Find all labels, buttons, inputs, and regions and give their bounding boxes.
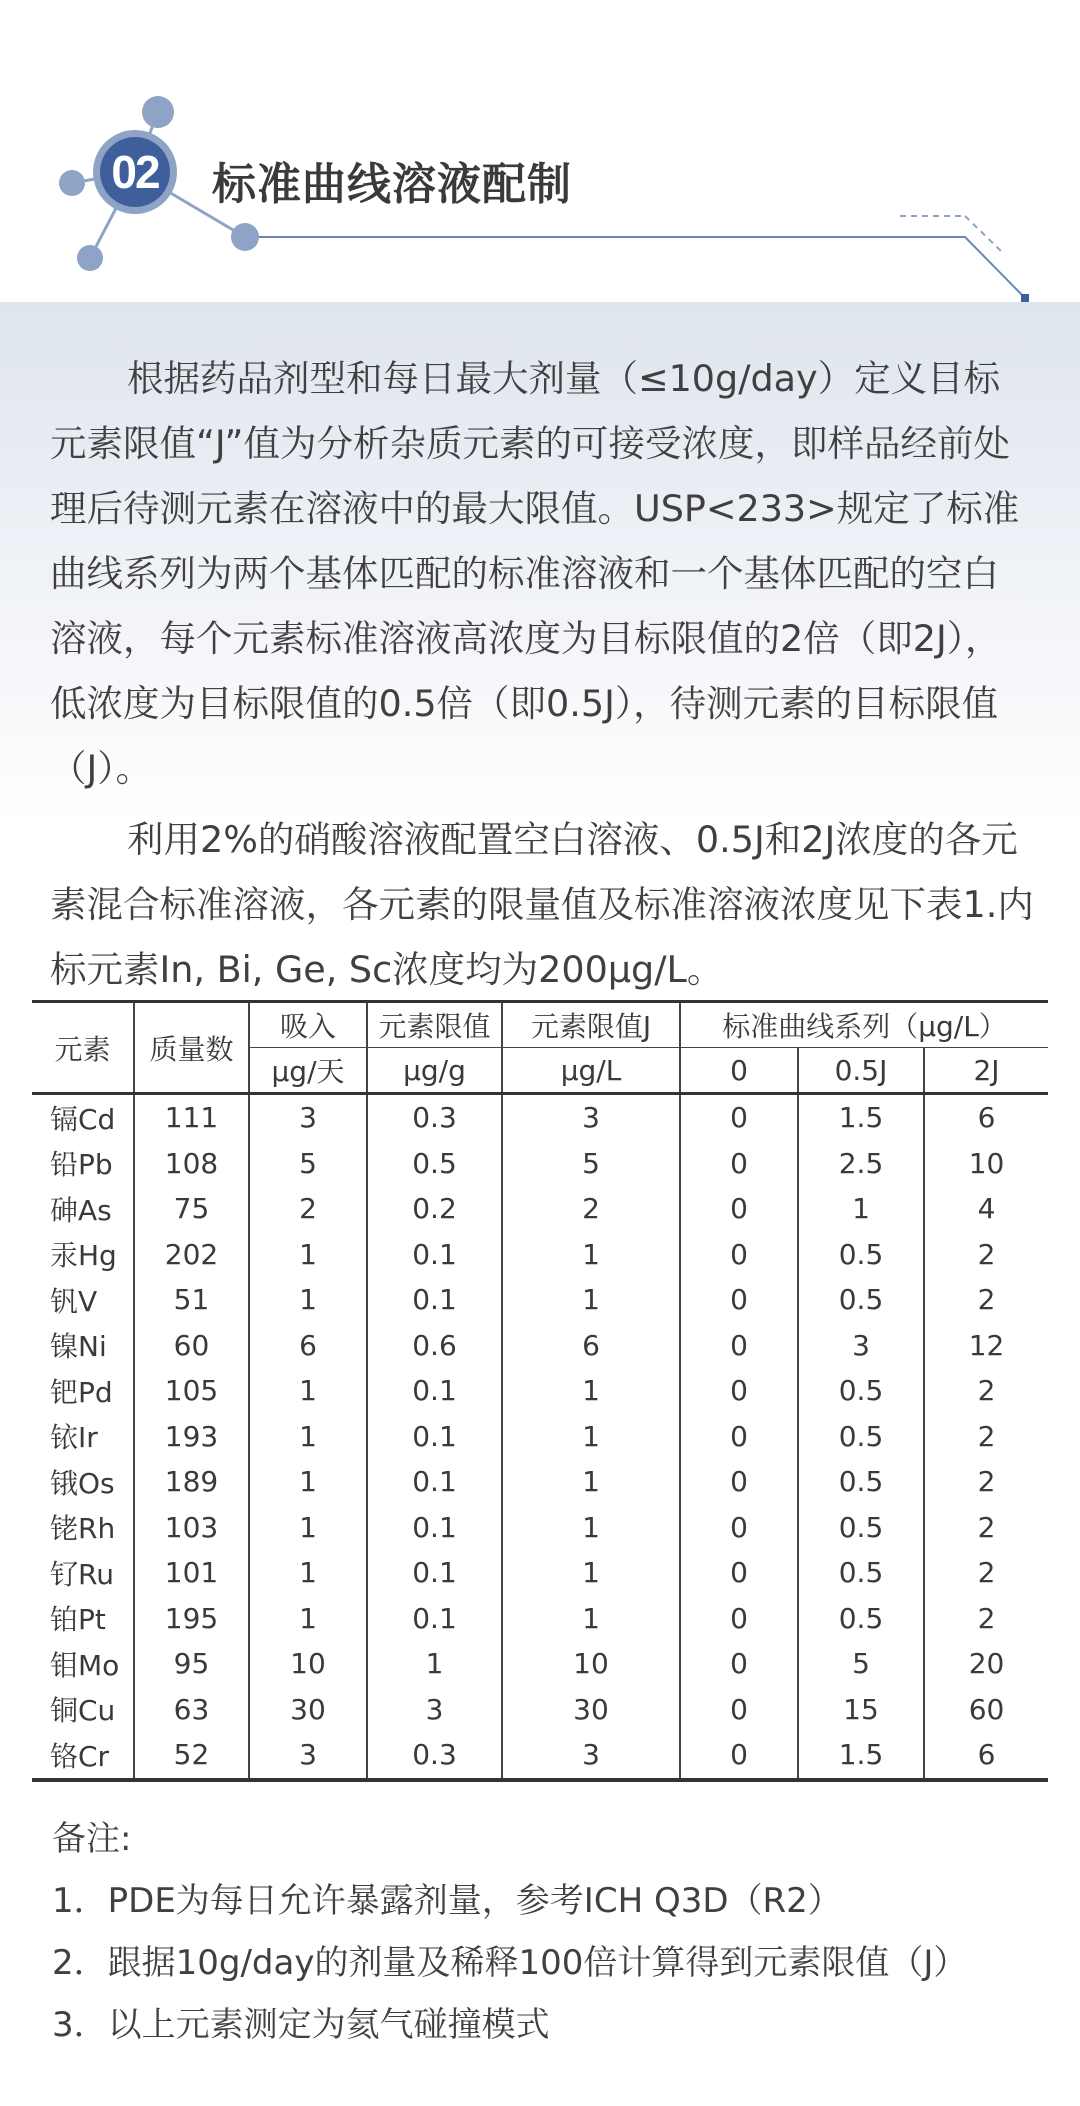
cell-element: 钌Ru	[32, 1550, 134, 1596]
cell-curve-0: 0	[680, 1368, 798, 1414]
table-row	[32, 1414, 1048, 1460]
cell-curve-0: 0	[680, 1596, 798, 1642]
cell-intake: 6	[249, 1323, 367, 1369]
cell-curve-0: 0	[680, 1141, 798, 1187]
cell-element: 铱Ir	[32, 1414, 134, 1460]
cell-intake: 1	[249, 1277, 367, 1323]
table-row	[32, 1732, 1048, 1780]
note-item: 3．以上元素测定为氦气碰撞模式	[52, 2005, 550, 2045]
cell-curve-2j: 60	[968, 1692, 1005, 1726]
cell-limit-j: 1	[502, 1232, 680, 1278]
cell-curve-2j: 2	[977, 1601, 996, 1635]
cell-limit: 0.3	[367, 1094, 502, 1141]
note-item: 1．PDE为每日允许暴露剂量，参考ICH Q3D（R2）	[52, 1881, 842, 1921]
table-row	[32, 1094, 1048, 1141]
cell-curve-05j: 0.5	[798, 1459, 924, 1505]
header-limit-j: 元素限值J	[502, 1002, 680, 1048]
cell-element: 砷As	[32, 1186, 134, 1232]
table-row	[32, 1596, 1048, 1642]
cell-element: 铬Cr	[32, 1732, 134, 1780]
cell-limit: 0.1	[367, 1550, 502, 1596]
header-intake-unit: μg/天	[249, 1048, 367, 1094]
cell-element: 铜Cu	[32, 1687, 134, 1733]
cell-element: 铂Pt	[32, 1596, 134, 1642]
header-intake: 吸入	[249, 1002, 367, 1048]
cell-curve-2j: 2	[977, 1510, 996, 1544]
cell-limit-j: 1	[502, 1414, 680, 1460]
cell-limit: 1	[367, 1641, 502, 1687]
cell-limit-j: 1	[502, 1596, 680, 1642]
cell-curve-2j: 12	[968, 1328, 1005, 1362]
paragraph-definition: 根据药品剂型和每日最大剂量（≤10g/day）定义目标元素限值“J”值为分析杂质元素的可接受浓度，即样品经前处理后待测元素在溶液中的最大限值。USP<233>规定了标准曲线系列为两个基体匹配的标准溶液和一个基体匹配的空白溶液，每个元素标准溶液高浓度为目标限值的2倍（即2J），低浓度为目标限值的0.5倍（即0.5J），待测元素的目标限值（J）。	[50, 356, 1020, 790]
cell-mass: 60	[134, 1323, 249, 1369]
cell-element: 钒V	[32, 1277, 134, 1323]
cell-curve-2j: 2	[977, 1374, 996, 1408]
cell-curve-2j: 2	[977, 1283, 996, 1317]
cell-mass: 193	[134, 1414, 249, 1460]
table-row	[32, 1277, 1048, 1323]
cell-curve-2j: 6	[924, 1732, 1048, 1780]
cell-limit-j: 2	[502, 1186, 680, 1232]
cell-curve-05j: 2.5	[798, 1141, 924, 1187]
cell-curve-2j: 20	[968, 1647, 1005, 1681]
cell-curve-0: 0	[680, 1323, 798, 1369]
cell-intake: 10	[249, 1641, 367, 1687]
notes-section	[52, 1808, 967, 2056]
cell-curve-05j: 15	[798, 1687, 924, 1733]
cell-intake: 3	[249, 1732, 367, 1780]
cell-curve-0: 0	[680, 1094, 798, 1141]
table-row	[32, 1550, 1048, 1596]
cell-limit-j: 3	[502, 1094, 680, 1141]
cell-intake: 1	[249, 1596, 367, 1642]
standard-solution-table	[32, 1000, 1048, 1782]
cell-curve-0: 0	[680, 1277, 798, 1323]
cell-curve-0: 0	[680, 1459, 798, 1505]
cell-limit: 0.1	[367, 1277, 502, 1323]
cell-element: 镉Cd	[32, 1094, 134, 1141]
header-element: 元素	[32, 1002, 134, 1094]
cell-curve-05j: 0.5	[798, 1277, 924, 1323]
table-row	[32, 1459, 1048, 1505]
cell-curve-0: 0	[680, 1505, 798, 1551]
cell-limit: 0.6	[367, 1323, 502, 1369]
table-row	[32, 1368, 1048, 1414]
cell-mass: 108	[134, 1141, 249, 1187]
cell-curve-05j: 5	[798, 1641, 924, 1687]
cell-mass: 111	[134, 1094, 249, 1141]
cell-limit: 0.1	[367, 1232, 502, 1278]
cell-limit: 0.2	[367, 1186, 502, 1232]
cell-element: 铑Rh	[32, 1505, 134, 1551]
cell-intake: 30	[249, 1687, 367, 1733]
cell-element: 钼Mo	[32, 1641, 134, 1687]
cell-curve-05j: 0.5	[798, 1596, 924, 1642]
cell-element: 镍Ni	[32, 1323, 134, 1369]
cell-limit: 0.1	[367, 1368, 502, 1414]
cell-intake: 1	[249, 1232, 367, 1278]
cell-curve-0: 0	[680, 1732, 798, 1780]
cell-curve-05j: 0.5	[798, 1232, 924, 1278]
cell-curve-0: 0	[680, 1414, 798, 1460]
header-curve-05j: 0.5J	[798, 1048, 924, 1094]
cell-curve-2j: 10	[968, 1146, 1005, 1180]
table-row	[32, 1141, 1048, 1187]
cell-mass: 75	[134, 1186, 249, 1232]
cell-curve-05j: 0.5	[798, 1414, 924, 1460]
header-limit-unit: μg/g	[367, 1048, 502, 1094]
cell-intake: 5	[249, 1141, 367, 1187]
header-limit: 元素限值	[367, 1002, 502, 1048]
cell-limit-j: 30	[502, 1687, 680, 1733]
cell-curve-05j: 1.5	[798, 1094, 924, 1141]
table-row	[32, 1505, 1048, 1551]
cell-mass: 189	[134, 1459, 249, 1505]
cell-element: 锇Os	[32, 1459, 134, 1505]
cell-curve-0: 0	[680, 1186, 798, 1232]
cell-curve-05j: 0.5	[798, 1368, 924, 1414]
cell-limit-j: 1	[502, 1459, 680, 1505]
cell-mass: 95	[134, 1641, 249, 1687]
cell-intake: 1	[249, 1459, 367, 1505]
cell-curve-05j: 0.5	[798, 1550, 924, 1596]
cell-curve-0: 0	[680, 1232, 798, 1278]
cell-element: 汞Hg	[32, 1232, 134, 1278]
cell-intake: 1	[249, 1550, 367, 1596]
cell-curve-05j: 1.5	[798, 1732, 924, 1780]
cell-curve-05j: 0.5	[798, 1505, 924, 1551]
table-row	[32, 1687, 1048, 1733]
cell-limit-j: 5	[502, 1141, 680, 1187]
header-limit-j-unit: μg/L	[502, 1048, 680, 1094]
cell-limit-j: 6	[502, 1323, 680, 1369]
cell-curve-2j: 2	[977, 1556, 996, 1590]
header-curve-0: 0	[680, 1048, 798, 1094]
cell-limit-j: 10	[502, 1641, 680, 1687]
cell-curve-2j: 2	[977, 1465, 996, 1499]
table-header-row	[32, 1002, 1048, 1048]
cell-element: 钯Pd	[32, 1368, 134, 1414]
cell-mass: 51	[134, 1277, 249, 1323]
cell-mass: 52	[134, 1732, 249, 1780]
cell-element: 铅Pb	[32, 1141, 134, 1187]
cell-limit: 3	[367, 1687, 502, 1733]
cell-intake: 1	[249, 1505, 367, 1551]
table-row	[32, 1323, 1048, 1369]
cell-limit: 0.3	[367, 1732, 502, 1780]
cell-limit: 0.1	[367, 1414, 502, 1460]
cell-limit: 0.1	[367, 1459, 502, 1505]
cell-mass: 63	[134, 1687, 249, 1733]
note-item: 2．跟据10g/day的剂量及稀释100倍计算得到元素限值（J）	[52, 1943, 968, 1983]
header-curve-2j: 2J	[924, 1048, 1048, 1094]
cell-mass: 101	[134, 1550, 249, 1596]
cell-curve-0: 0	[680, 1687, 798, 1733]
cell-curve-2j: 2	[977, 1237, 996, 1271]
table-row	[32, 1641, 1048, 1687]
cell-mass: 195	[134, 1596, 249, 1642]
cell-limit-j: 1	[502, 1550, 680, 1596]
cell-mass: 105	[134, 1368, 249, 1414]
cell-limit: 0.1	[367, 1596, 502, 1642]
paragraph-preparation: 利用2%的硝酸溶液配置空白溶液、0.5J和2J浓度的各元素混合标准溶液，各元素的限量值及标准溶液浓度见下表1.内标元素In, Bi, Ge, Sc浓度均为200μg/L。	[50, 817, 1034, 991]
cell-mass: 103	[134, 1505, 249, 1551]
cell-curve-05j: 1	[798, 1186, 924, 1232]
section-title: 标准曲线溶液配制	[212, 159, 572, 210]
cell-curve-2j: 2	[977, 1419, 996, 1453]
cell-limit-j: 1	[502, 1277, 680, 1323]
cell-curve-05j: 3	[798, 1323, 924, 1369]
cell-limit: 0.5	[367, 1141, 502, 1187]
header-curve-series: 标准曲线系列（μg/L）	[680, 1002, 1048, 1048]
cell-limit-j: 1	[502, 1368, 680, 1414]
cell-limit-j: 1	[502, 1505, 680, 1551]
cell-intake: 3	[249, 1094, 367, 1141]
cell-curve-0: 0	[680, 1641, 798, 1687]
cell-limit: 0.1	[367, 1505, 502, 1551]
section-number-badge: 02	[100, 137, 170, 207]
header-mass: 质量数	[134, 1002, 249, 1094]
cell-curve-2j: 6	[977, 1101, 996, 1135]
cell-mass: 202	[134, 1232, 249, 1278]
cell-intake: 1	[249, 1414, 367, 1460]
cell-intake: 2	[249, 1186, 367, 1232]
cell-intake: 1	[249, 1368, 367, 1414]
table-row	[32, 1232, 1048, 1278]
notes-title: 备注:	[52, 1819, 132, 1859]
table-row	[32, 1186, 1048, 1232]
cell-curve-0: 0	[680, 1550, 798, 1596]
cell-limit-j: 3	[502, 1732, 680, 1780]
cell-curve-2j: 4	[977, 1192, 996, 1226]
